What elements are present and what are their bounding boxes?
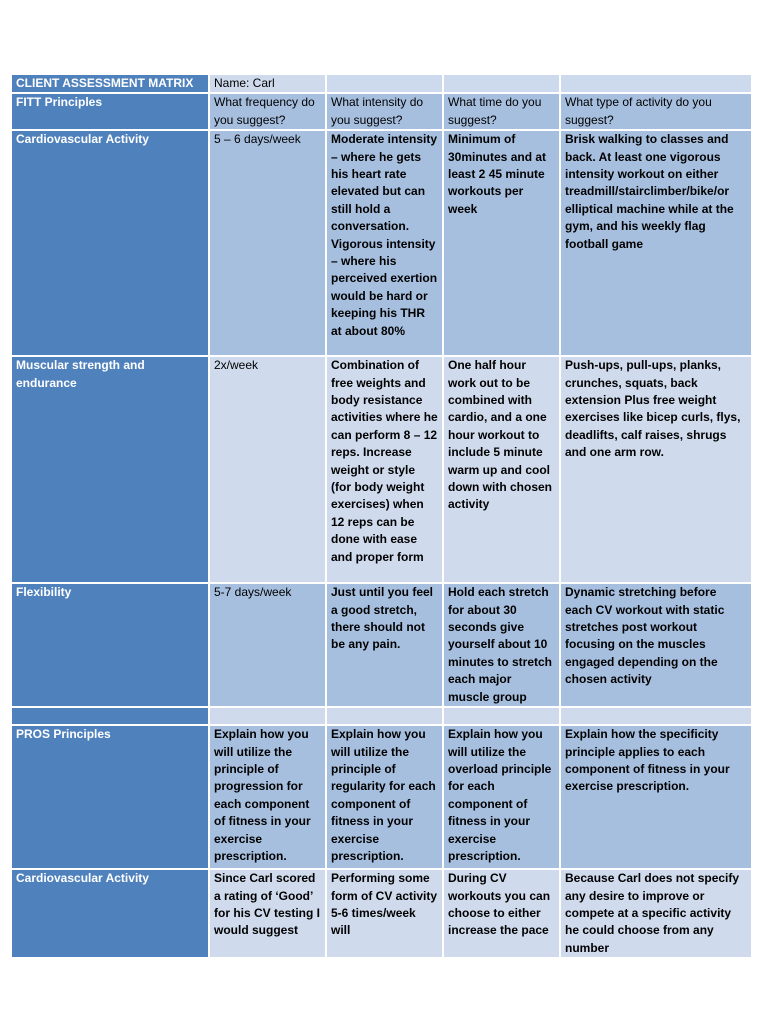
empty-cell bbox=[12, 708, 208, 724]
fitt-question-time: What time do you suggest? bbox=[444, 94, 559, 129]
table-row bbox=[12, 584, 751, 706]
table-cell: Push-ups, pull-ups, planks, crunches, squats, back extension Plus free weight exercises like bicep curls, flys, deadlifts, calf raises, shrugs and one arm row. bbox=[561, 357, 751, 582]
fitt-question-type: What type of activity do you suggest? bbox=[561, 94, 751, 129]
client-assessment-matrix bbox=[10, 73, 753, 959]
table-cell: 5-7 days/week bbox=[210, 584, 325, 706]
table-cell: Dynamic stretching before each CV workout with static stretches post workout focusing on the muscles engaged depending on the chosen activity bbox=[561, 584, 751, 706]
fitt-question-intensity: What intensity do you suggest? bbox=[327, 94, 442, 129]
empty-cell bbox=[444, 708, 559, 724]
table-cell: Just until you feel a good stretch, there should not be any pain. bbox=[327, 584, 442, 706]
empty-cell bbox=[210, 708, 325, 724]
empty-cell bbox=[444, 75, 559, 92]
table-cell: One half hour work out to be combined with cardio, and a one hour workout to include 5 minute warm up and cool down with chosen activity bbox=[444, 357, 559, 582]
table-cell: Minimum of 30minutes and at least 2 45 minute workouts per week bbox=[444, 131, 559, 355]
pros-question-specificity: Explain how the specificity principle applies to each component of fitness in your exercise prescription. bbox=[561, 726, 751, 868]
spacer-row bbox=[12, 708, 751, 724]
table-row bbox=[12, 357, 751, 582]
table-cell: Hold each stretch for about 30 seconds give yourself about 10 minutes to stretch each major muscle group bbox=[444, 584, 559, 706]
pros-label: PROS Principles bbox=[12, 726, 208, 868]
row-label-flexibility: Flexibility bbox=[12, 584, 208, 706]
table-cell: 2x/week bbox=[210, 357, 325, 582]
table-row bbox=[12, 870, 751, 957]
title-row bbox=[12, 75, 751, 92]
pros-question-progression: Explain how you will utilize the principle of progression for each component of fitness in your exercise prescription. bbox=[210, 726, 325, 868]
row-label-muscular: Muscular strength and endurance bbox=[12, 357, 208, 582]
pros-question-overload: Explain how you will utilize the overload principle for each component of fitness in your exercise prescription. bbox=[444, 726, 559, 868]
table-cell: Combination of free weights and body resistance activities where he can perform 8 – 12 reps. Increase weight or style (for body weight exercises) when 12 reps can be done with ease and proper form bbox=[327, 357, 442, 582]
empty-cell bbox=[561, 75, 751, 92]
fitt-question-frequency: What frequency do you suggest? bbox=[210, 94, 325, 129]
table-row bbox=[12, 131, 751, 355]
table-cell: Performing some form of CV activity 5-6 times/week will bbox=[327, 870, 442, 957]
table-cell: Because Carl does not specify any desire to improve or compete at a specific activity he could choose from any number bbox=[561, 870, 751, 957]
table-cell: Brisk walking to classes and back. At least one vigorous intensity workout on either treadmill/stairclimber/bike/or elliptical machine while at the gym, and his weekly flag football game bbox=[561, 131, 751, 355]
row-label-pros-cardiovascular: Cardiovascular Activity bbox=[12, 870, 208, 957]
table-cell: Moderate intensity – where he gets his heart rate elevated but can still hold a conversation. Vigorous intensity – where his perceived exertion would be hard or keeping his THR at about 80% bbox=[327, 131, 442, 355]
pros-header-row bbox=[12, 726, 751, 868]
fitt-label: FITT Principles bbox=[12, 94, 208, 129]
row-label-cardiovascular: Cardiovascular Activity bbox=[12, 131, 208, 355]
table-cell: Since Carl scored a rating of ‘Good’ for his CV testing I would suggest bbox=[210, 870, 325, 957]
empty-cell bbox=[561, 708, 751, 724]
table-cell: During CV workouts you can choose to either increase the pace bbox=[444, 870, 559, 957]
empty-cell bbox=[327, 708, 442, 724]
empty-cell bbox=[327, 75, 442, 92]
pros-question-regularity: Explain how you will utilize the principle of regularity for each component of fitness in your exercise prescription. bbox=[327, 726, 442, 868]
fitt-header-row bbox=[12, 94, 751, 129]
client-name: Name: Carl bbox=[210, 75, 325, 92]
table-cell: 5 – 6 days/week bbox=[210, 131, 325, 355]
matrix-title: CLIENT ASSESSMENT MATRIX bbox=[12, 75, 208, 92]
